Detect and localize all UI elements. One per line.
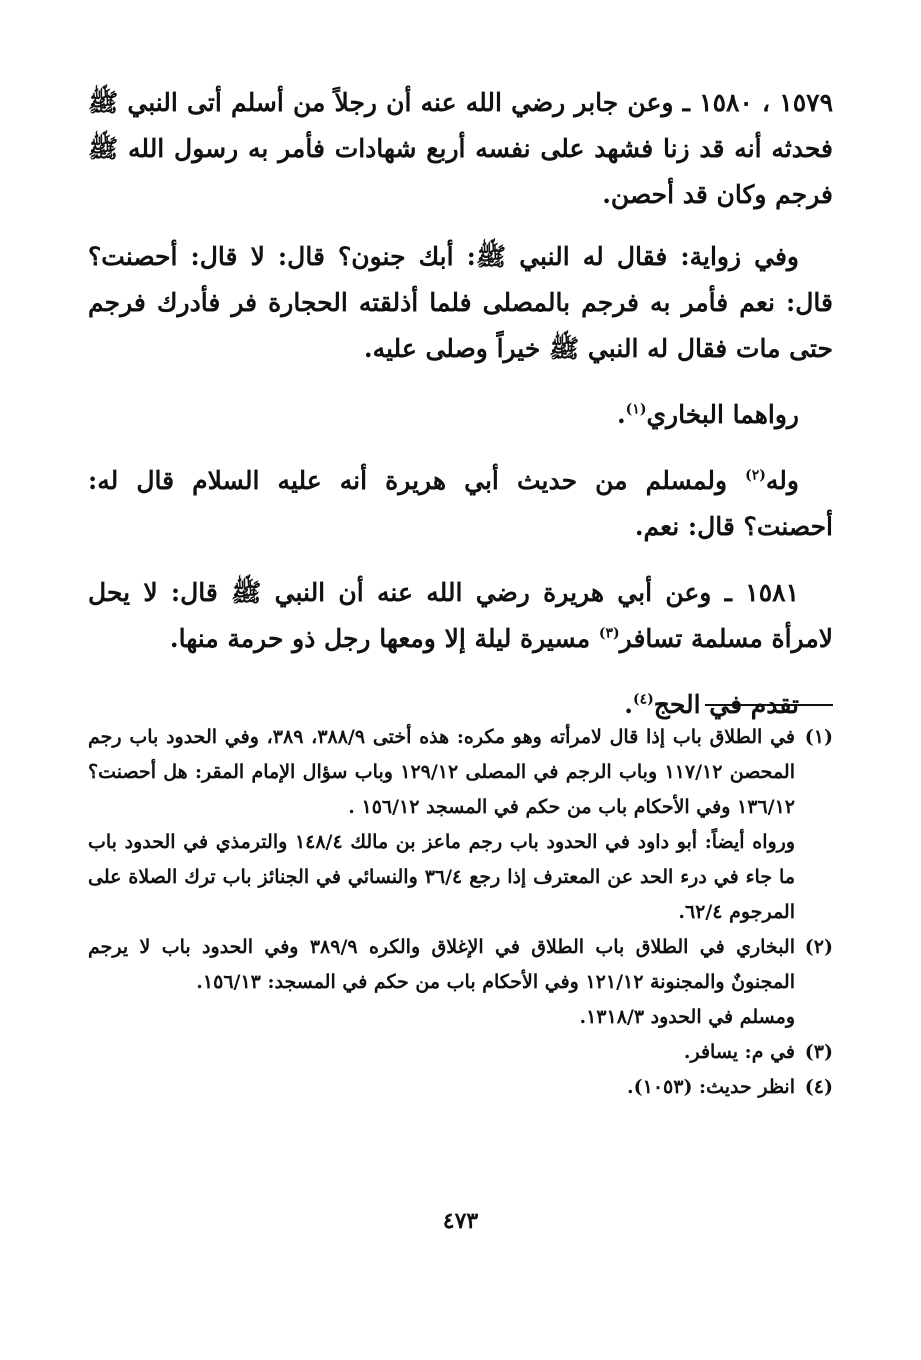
muslim-paragraph [88,458,833,550]
hajj-text: تقدم في الحج [653,690,799,719]
attribution-end: . [616,400,626,429]
bukhari-attribution [88,392,833,438]
hadith-1579-1580: ١٥٧٩ ، ١٥٨٠ ـ وعن جابر رضي الله عنه أن رجلاً من أسلم أتى النبي ﷺ فحدثه أنه قد زنا فشهد على نفسه أربع شهادات فأمر به رسول الله ﷺ فرجم وكان قد أحصن. [88,88,834,209]
footnote-2-marker: (٢) [804,936,833,958]
footnote-3-marker: (٣) [804,1041,833,1063]
footnote-2-text: البخاري في الطلاق باب الطلاق في الإغلاق والكره ٣٨٩/٩ وفي الحدود باب لا يرجم المجنونٌ والمجنونة ١٢١/١٢ وفي الأحكام باب من حكم في المسجد: ١٥٦/١٣. [88,936,795,993]
attribution-text: رواهما البخاري [646,400,799,429]
footnote-1-continuation: ورواه أيضاً: أبو داود في الحدود باب رجم ماعز بن مالك ١٤٨/٤ والترمذي في الحدود باب ما جاء في درء الحد عن المعترف إذا رجع ٣٦/٤ والنسائي في الجنائز باب ترك الصلاة على المرجوم ٦٢/٤. [88,831,795,923]
footnote-ref-1[interactable]: (١) [625,401,647,418]
footnote-1 [88,720,833,825]
footnote-4-text: انظر حديث: (١٠٥٣). [627,1076,795,1098]
muslim-text: ولمسلم من حديث أبي هريرة أنه عليه السلام قال له: أحصنت؟ قال: نعم. [88,466,833,541]
hajj-end: . [624,690,633,719]
footnote-2-continuation: ومسلم في الحدود ١٣١٨/٣. [579,1006,795,1028]
hadith-1581 [88,570,833,662]
muslim-start: وله [765,466,799,495]
footnote-ref-2[interactable]: (٢) [745,467,766,484]
main-text [88,80,833,748]
footnote-1-marker: (١) [804,726,833,748]
footnote-separator [705,704,833,706]
page-number: ٤٧٣ [442,1208,479,1234]
footnote-4-marker: (٤) [804,1076,833,1098]
footnote-3-text: في م: يسافر. [683,1041,795,1063]
hadith-1581-start: ١٥٨١ ـ وعن أبي هريرة رضي الله عنه أن النبي ﷺ قال: لا يحل لامرأة مسلمة تسافر [88,578,833,653]
footnote-4 [88,1070,833,1105]
footnote-ref-4[interactable]: (٤) [632,691,654,708]
footnote-ref-3[interactable]: (٣) [598,625,620,642]
hadith-1581-end: مسيرة ليلة إلا ومعها رجل ذو حرمة منها. [169,624,599,653]
footnote-3 [88,1035,833,1070]
riwaya-paragraph: وفي زواية: فقال له النبي ﷺ: أبك جنون؟ قال: لا قال: أحصنت؟ قال: نعم فأمر به فرجم بالمصلى فلما أذلقته الحجارة فر فأدرك فرجم حتى مات فقال له النبي ﷺ خيراً وصلى عليه. [88,242,833,363]
footnote-1-text: في الطلاق باب إذا قال لامرأته وهو مكره: هذه أختى ٣٨٨/٩، ٣٨٩، وفي الحدود باب رجم المحصن ١١٧/١٢ وباب الرجم في المصلى ١٢٩/١٢ وباب سؤال الإمام المقر: هل أحصنت؟ ١٣٦/١٢ وفي الأحكام باب من حكم في المسجد ١٥٦/١٢ . [88,726,795,818]
footnote-2 [88,930,833,1000]
footnotes [88,720,833,1105]
